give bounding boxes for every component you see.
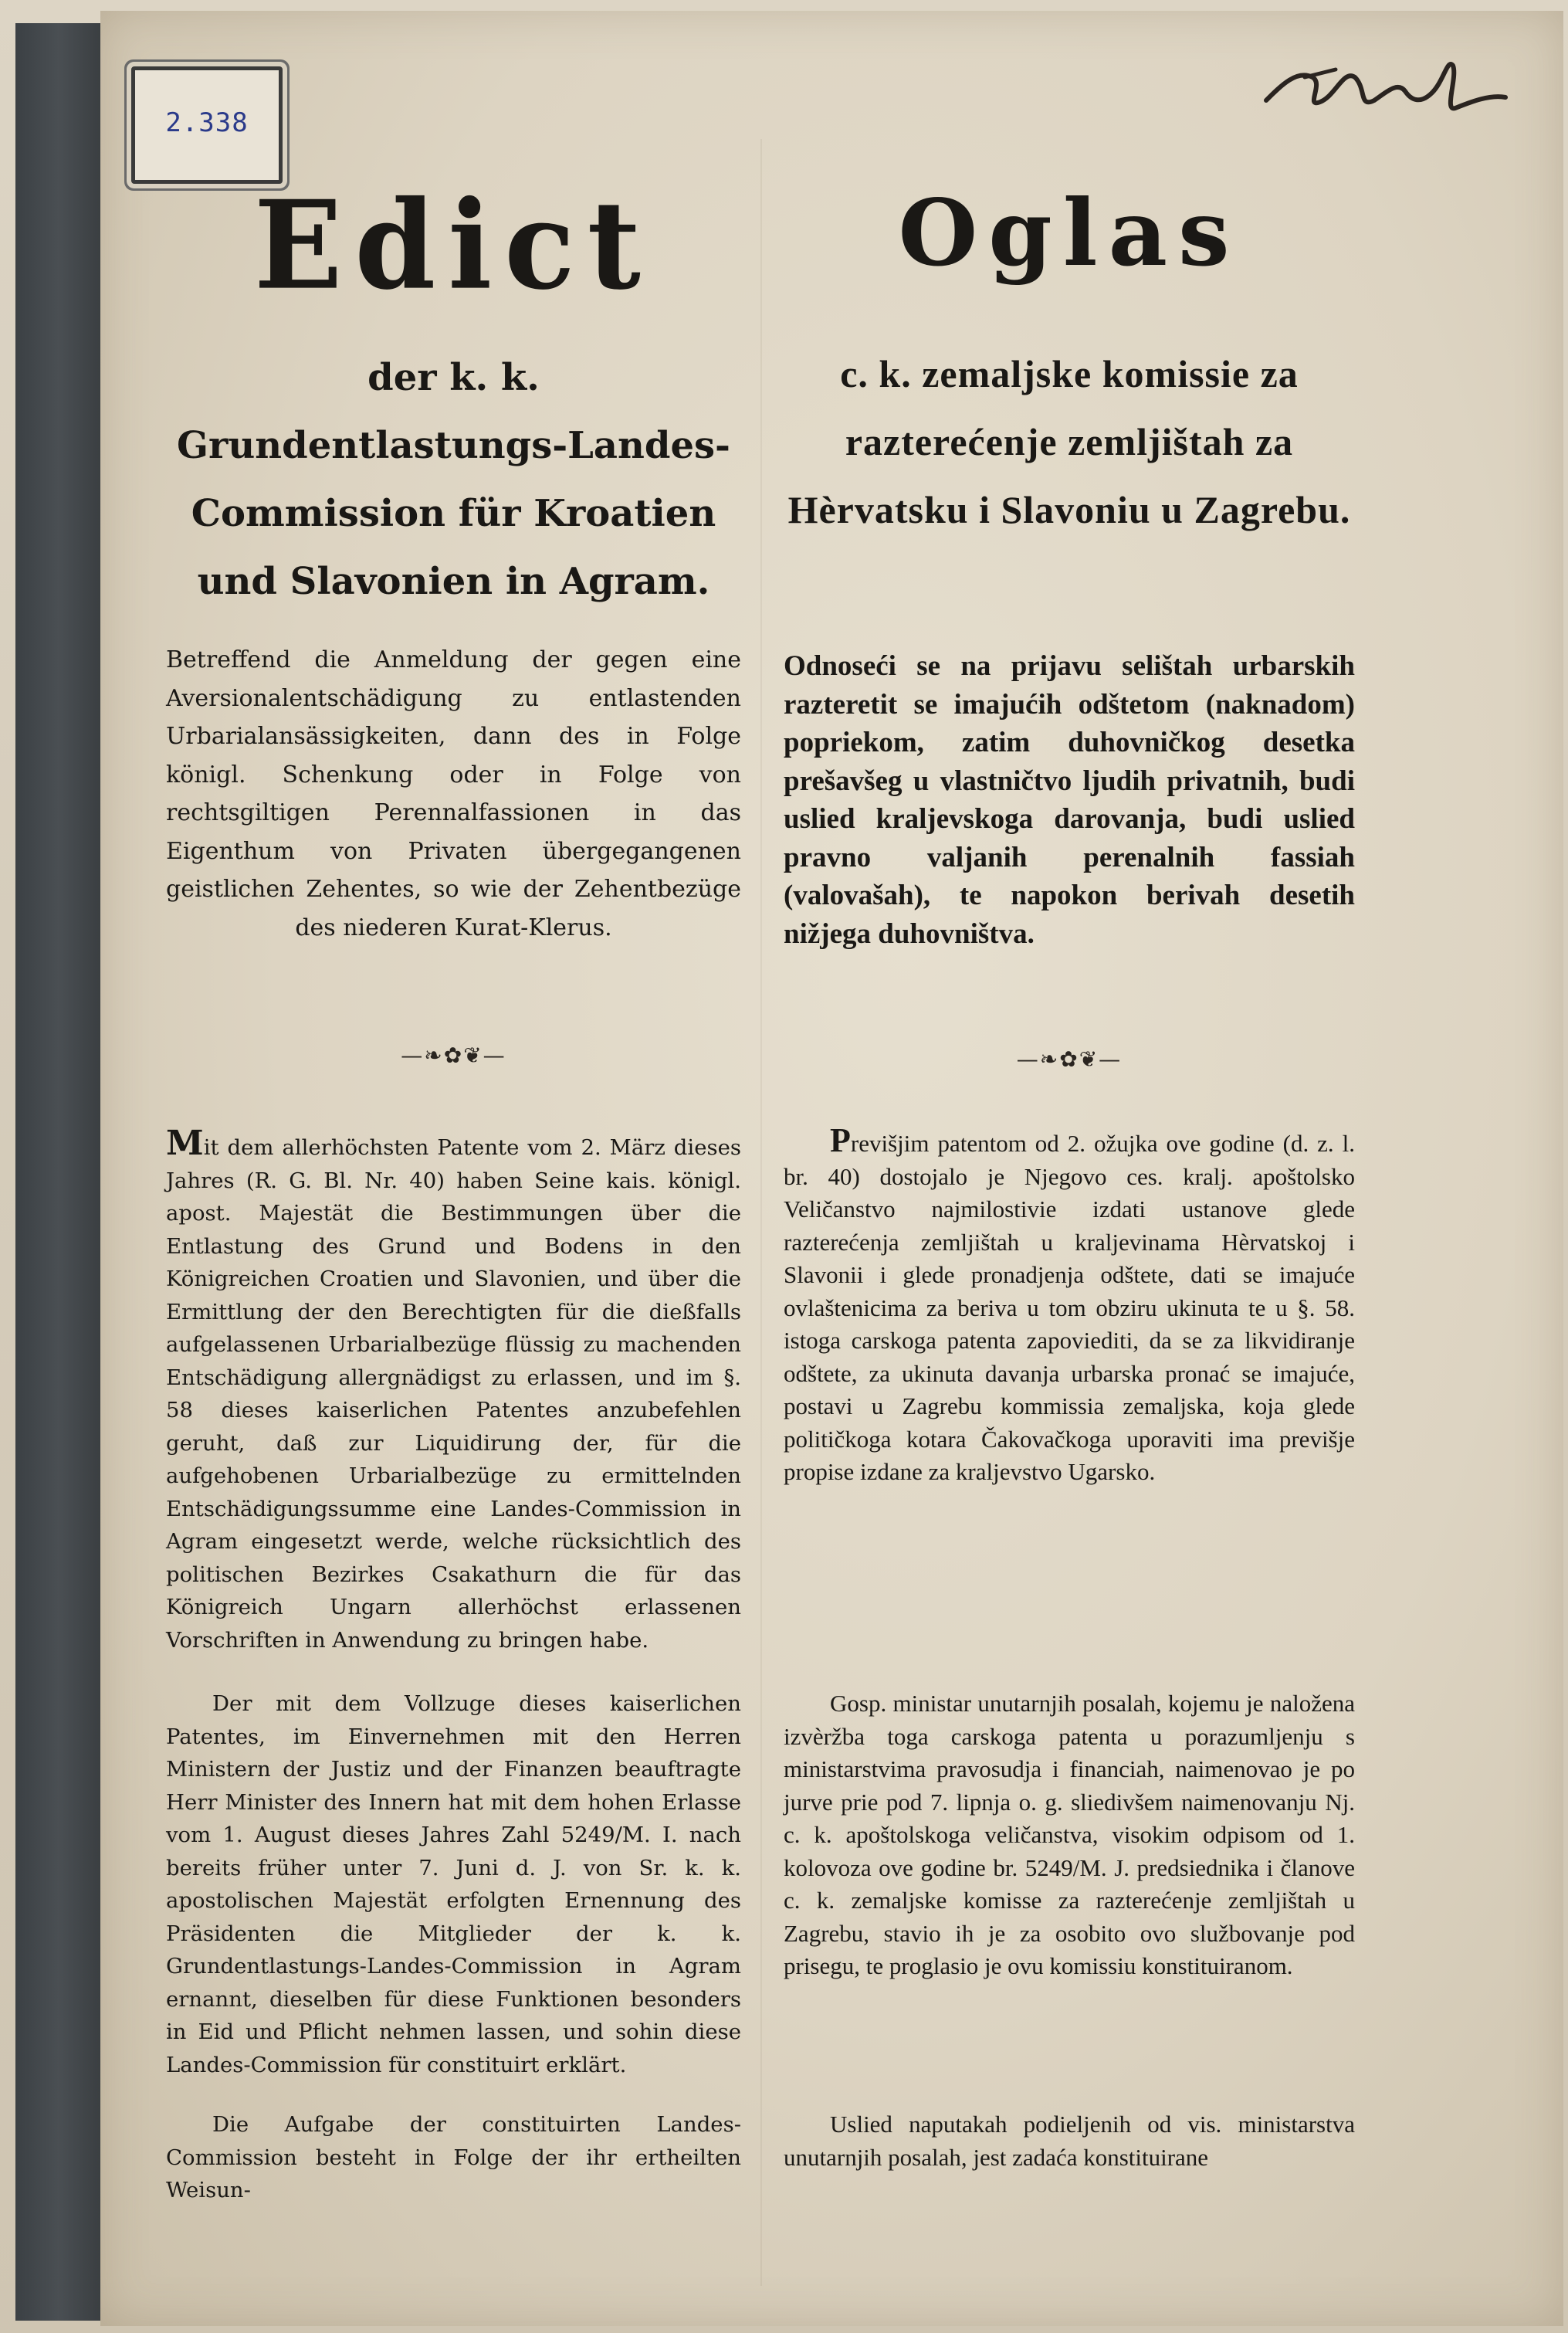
croatian-title: Oglas bbox=[898, 179, 1241, 287]
croatian-subtitle: c. k. zemaljske komissie za razterećenje zemljištah za Hèrvatsku i Slavoniu u Zagrebu. bbox=[787, 352, 1351, 531]
german-column bbox=[166, 0, 741, 2333]
german-intro: Betreffend die Anmeldung der gegen eine Aversionalentschädigung zu entlastenden Urbarialansässigkeiten, dann des in Folge königl. Schenkung oder in Folge von rechtsgiltigen Perennalfassionen in das Eigenthum von Privaten übergegangenen geistlichen Zehentes, so wie der Zehentbezüge des niederen Kurat-Klerus. bbox=[166, 646, 741, 941]
german-subtitle: der k. k. Grundentlastungs-Landes-Commission für Kroatien und Slavonien in Agram. bbox=[177, 356, 730, 603]
croatian-column bbox=[784, 0, 1355, 2333]
croatian-paragraph-1-text: revišjim patentom od 2. ožujka ove godine (d. z. l. br. 40) dostojalo je Njegovo ces. kralj. apoštolsko Veličanstvo najmilostivie izdati ustanove glede razterećenja zemljištah u kraljevinama Hèrvatskoj i Slavonii i glede pronadjenja odštete, dati se imajuće ovlaštenicima za beriva u tom obziru ukinuta te u §. 58. istoga carskoga patenta zapovieditі, da se za likvidiranje odštete, za ukinuta davanja urbarska pronać se imajuće, postavi u Zagrebu kommissia zemaljska, koja glede političkoga kotara Čakovačkoga uporaviti ima previšje propise izdane za kraljevstvo Ugarsko. bbox=[784, 1130, 1355, 1485]
croatian-paragraph-2: Gosp. ministar unutarnjih posalah, kojemu je naložena izvèržba toga carskoga patenta u porazumljenju s ministarstvima pravosudja i financiah, naimenovao je po jurve prie pod 7. lipnja o. g. sliedivšem naimenovanju Nj. c. k. apoštolskoga veličanstva, visokim odpisom od 1. kolovoza ove godine br. 5249/M. J. predsiednika i članove c. k. zemaljske komisse za razterećenje zemljištah u Zagrebu, stavio ih je za osobito ovo službovanje pod prisegu, te proglasio je ovu komissiu konstituiranom. bbox=[784, 1690, 1355, 1979]
column-gutter bbox=[760, 139, 762, 2286]
binding-spine bbox=[15, 23, 102, 2321]
german-paragraph-1 bbox=[166, 1124, 741, 1656]
stamp-number: 2.338 bbox=[165, 107, 249, 138]
croatian-intro: Odnoseći se na prijavu selištah urbarskih razteretit se imajućih odštetom (naknadom) popriekom, zatim duhovničkog desetka prešavšeg u vlastničtvo ljudih privatnih, budi uslied kraljevskoga darovanja, budi uslied pravno valjanih perenalnih fassiah (valovašah), te napokon berivah desetih nižjega duhovništva. bbox=[784, 650, 1355, 950]
german-title: Edict bbox=[254, 174, 653, 317]
german-paragraph-3: Die Aufgabe der constituirten Landes-Commission besteht in Folge der ihr ertheilten Weisun- bbox=[166, 2112, 741, 2202]
croatian-dropcap: P bbox=[830, 1121, 851, 1159]
german-ornament: —❧✿❦— bbox=[401, 1043, 506, 1068]
croatian-paragraph-3: Uslied naputakah podieljenih od vis. ministarstva unutarnjih posalah, jest zadaća konstituirane bbox=[784, 2111, 1355, 2171]
german-paragraph-2: Der mit dem Vollzuge dieses kaiserlichen Patentes, im Einvernehmen mit den Herren Ministern der Justiz und der Finanzen beauftragte Herr Minister des Innern hat mit dem hohen Erlasse vom 1. August dieses Jahres Zahl 5249/M. I. nach bereits früher unter 7. Juni d. J. von Sr. k. k. apostolischen Majestät erfolgten Ernennung des Präsidenten die Mitglieder der k. k. Grundentlastungs-Landes-Commission in Agram ernannt, dieselben für diese Funktionen besonders in Eid und Pflicht nehmen lassen, und sohin diese Landes-Commission für constituirt erklärt. bbox=[166, 1691, 741, 2077]
croatian-ornament: —❧✿❦— bbox=[1016, 1046, 1123, 1072]
german-dropcap: M bbox=[166, 1124, 204, 1163]
german-paragraph-1-text: it dem allerhöchsten Patente vom 2. März dieses Jahres (R. G. Bl. Nr. 40) haben Seine kais. königl. apost. Majestät die Bestimmungen über die Entlastung des Grund und Bodens in den Königreichen Croatien und Slavonien, und über die Ermittlung der den Berechtigten für die dießfalls aufgelassenen Urbarialbezüge flüssig zu machenden Entschädigung allergnädigst zu erlassen, und im §. 58 dieses kaiserlichen Patentes anzubefehlen geruht, daß zur Liquidirung der, für die aufgehobenen Urbarialbezüge zu ermittelnden Entschädigungssumme eine Landes-Commission in Agram eingesetzt werde, welche rücksichtlich des politischen Bezirkes Csakathurn die für das Königreich Ungarn allerhöchst erlassenen Vorschriften in Anwendung zu bringen habe. bbox=[166, 1135, 741, 1653]
croatian-paragraph-1 bbox=[784, 1121, 1355, 1489]
